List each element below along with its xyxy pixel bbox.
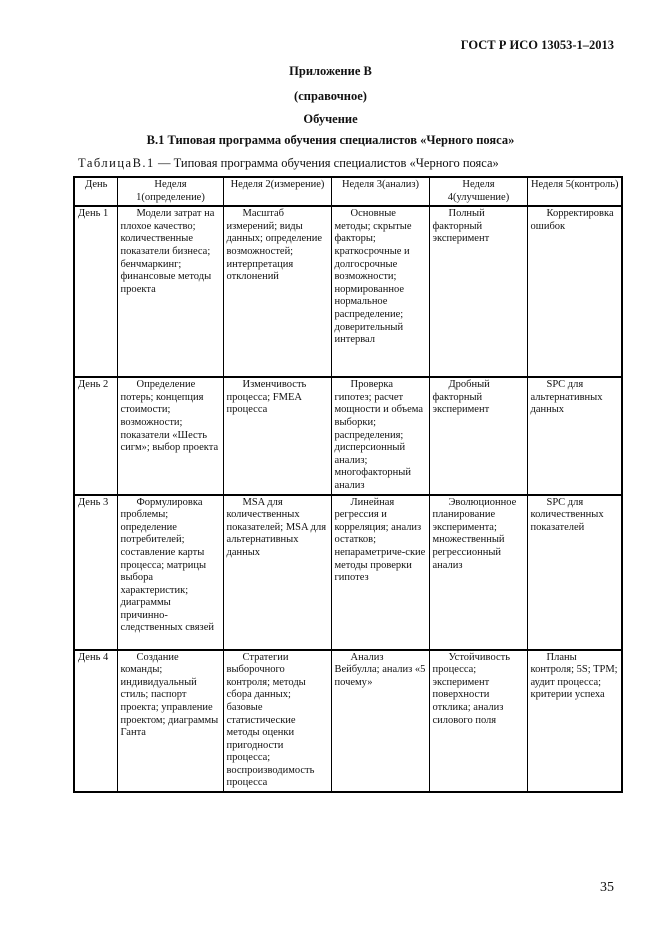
table-cell: Основные методы; скрытые факторы; краткосрочные и долгосрочные возможности; нормированное нормальное распределение; доверительный интервал <box>331 206 429 377</box>
appendix-subject: Обучение <box>303 112 358 126</box>
header-week-1: Неделя 1(определение) <box>117 177 223 206</box>
table-cell: Масштаб измерений; виды данных; определение возможностей; интерпретация отклонений <box>223 206 331 377</box>
table-cell: Полный факторный эксперимент <box>429 206 527 377</box>
header-week-5: Неделя 5(контроль) <box>527 177 622 206</box>
table-cell: Эволюционное планирование эксперимента; множественный регрессионный анализ <box>429 495 527 650</box>
header-day: День <box>74 177 117 206</box>
table-cell: Планы контроля; 5S; TPM; аудит процесса; критерии успеха <box>527 650 622 793</box>
caption-text: — Типовая программа обучения специалистов «Черного пояса» <box>154 156 499 170</box>
day-cell: День 2 <box>74 377 117 494</box>
table-row <box>74 495 622 650</box>
standard-code: ГОСТ Р ИСО 13053-1–2013 <box>460 38 614 52</box>
table-caption <box>78 156 499 171</box>
table-cell: SPC для количественных показателей <box>527 495 622 650</box>
table-cell: Определение потерь; концепция стоимости; возможности; показатели «Шесть сигм»; выбор проекта <box>117 377 223 494</box>
table-cell: Формулировка проблемы; определение потребителей; составление карты процесса; матрицы выбора характеристик; диаграммы причинно-следственных связей <box>117 495 223 650</box>
table-row <box>74 206 622 377</box>
table-cell: Стратегии выборочного контроля; методы сбора данных; базовые статистические методы оценки пригодности процесса; воспроизводимость процесса <box>223 650 331 793</box>
table-cell: Корректировка ошибок <box>527 206 622 377</box>
header-week-4: Неделя 4(улучшение) <box>429 177 527 206</box>
day-cell: День 4 <box>74 650 117 793</box>
day-cell: День 3 <box>74 495 117 650</box>
table-cell: Анализ Вейбулла; анализ «5 почему» <box>331 650 429 793</box>
table-cell: Проверка гипотез; расчет мощности и объема выборки; распределения; дисперсионный анализ; многофакторный анализ <box>331 377 429 494</box>
page-number: 35 <box>600 880 614 895</box>
table-header-row <box>74 177 622 206</box>
table-cell: Устойчивость процесса; эксперимент поверхности отклика; анализ силового поля <box>429 650 527 793</box>
table-cell: Дробный факторный эксперимент <box>429 377 527 494</box>
caption-number: В.1 <box>132 156 155 170</box>
training-program-table <box>73 176 623 793</box>
table-cell: SPC для альтернативных данных <box>527 377 622 494</box>
day-cell: День 1 <box>74 206 117 377</box>
section-title: В.1 Типовая программа обучения специалистов «Черного пояса» <box>146 133 515 147</box>
appendix-status: (справочное) <box>294 89 367 103</box>
table-cell: Модели затрат на плохое качество; количественные показатели бизнеса; бенчмаркинг; финансовые методы проекта <box>117 206 223 377</box>
table-row <box>74 377 622 494</box>
table-cell: MSA для количественных показателей; MSA для альтернативных данных <box>223 495 331 650</box>
header-week-2: Неделя 2(измерение) <box>223 177 331 206</box>
caption-label: Таблица <box>78 156 133 170</box>
header-week-3: Неделя 3(анализ) <box>331 177 429 206</box>
table-cell: Создание команды; индивидуальный стиль; паспорт проекта; управление проектом; диаграммы Ганта <box>117 650 223 793</box>
table-cell: Линейная регрессия и корреляция; анализ остатков; непараметриче-ские методы проверки гипотез <box>331 495 429 650</box>
table-cell: Изменчивость процесса; FMEA процесса <box>223 377 331 494</box>
table-row <box>74 650 622 793</box>
appendix-title: Приложение В <box>289 64 372 78</box>
